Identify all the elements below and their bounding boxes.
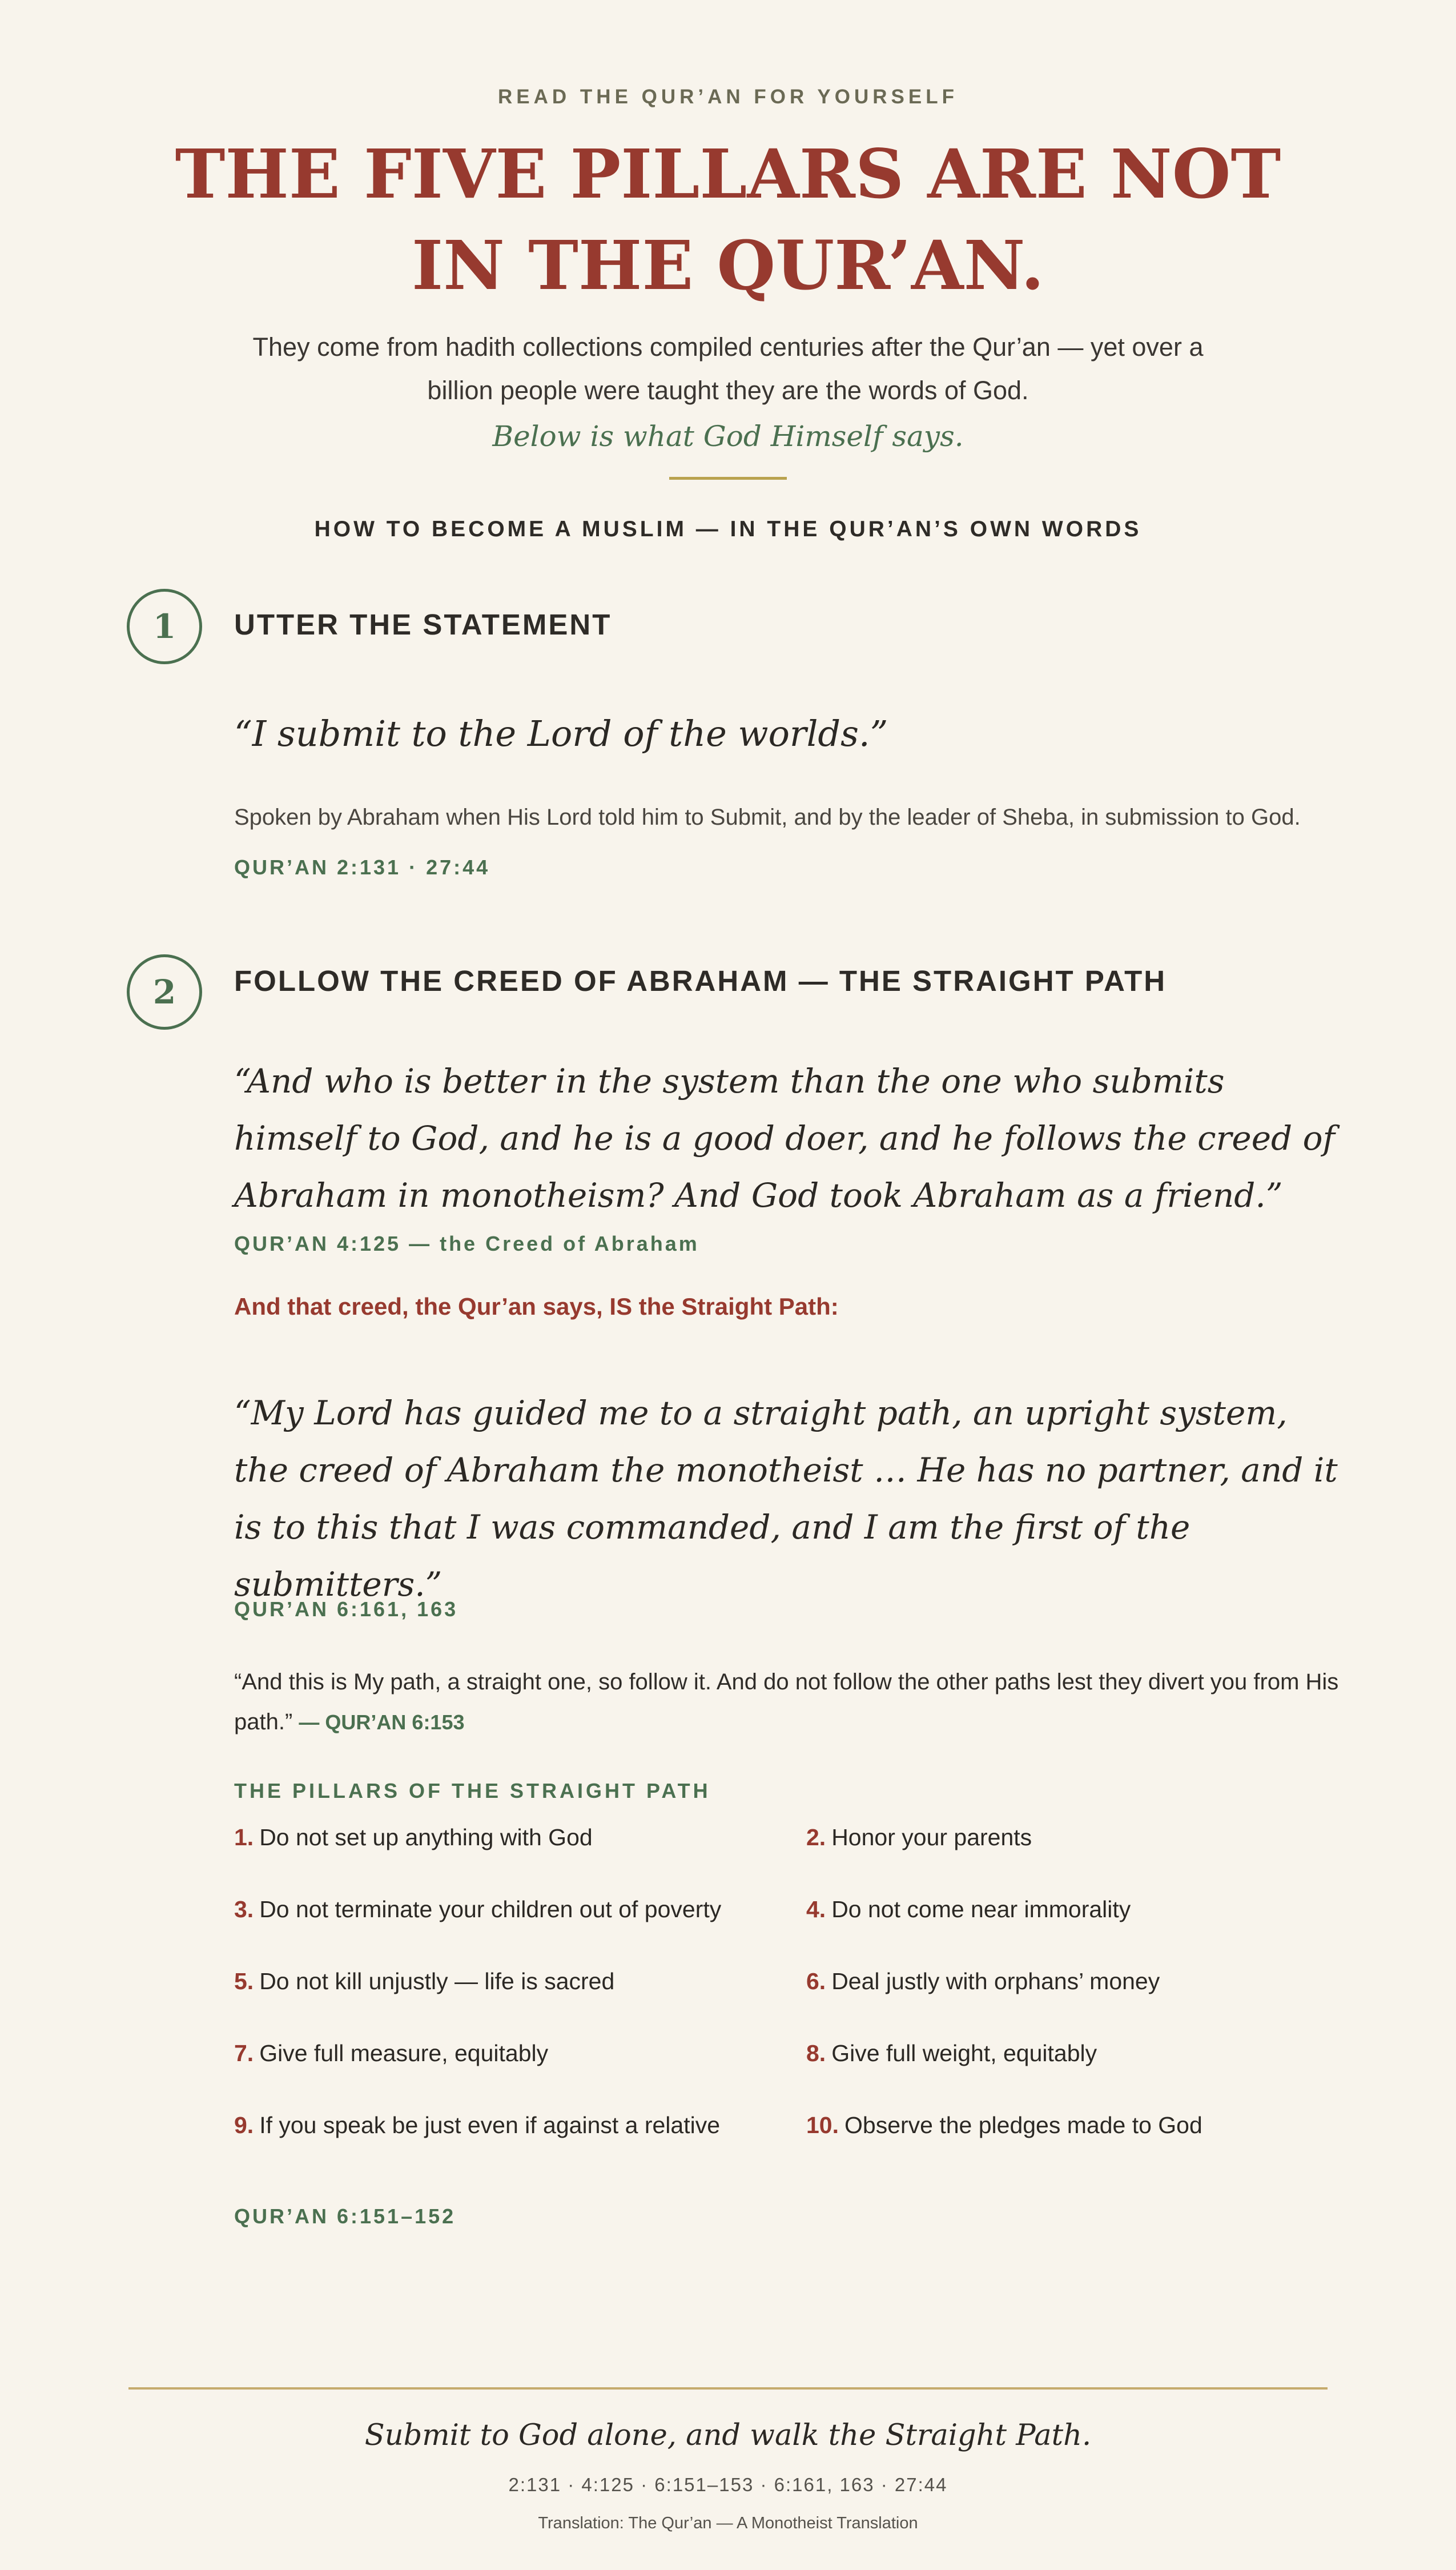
pillar-number: 3. [234, 1896, 254, 1922]
pillar-item [806, 1896, 1131, 1923]
headline-line-2: IN THE QUR’AN. [411, 226, 1045, 305]
path-note-text: “And this is My path, a straight one, so follow it. And do not follow the other paths lest they divert you from His path.” [234, 1669, 1339, 1734]
pillar-item [806, 2112, 1202, 2139]
pillar-number: 6. [806, 1968, 826, 1994]
pillar-text: Do not come near immorality [831, 1896, 1131, 1922]
pillar-number: 2. [806, 1824, 826, 1850]
pillars-reference: QUR’AN 6:151–152 [234, 2204, 456, 2228]
pillar-text: Honor your parents [831, 1824, 1032, 1850]
pillar-item [234, 1968, 614, 1995]
step-2-badge: 2 [127, 954, 202, 1030]
pillar-text: Give full measure, equitably [259, 2040, 549, 2066]
pillars-title: THE PILLARS OF THE STRAIGHT PATH [234, 1779, 711, 1802]
headline-line-1: THE FIVE PILLARS ARE NOT [175, 134, 1281, 214]
pillar-text: Deal justly with orphans’ money [831, 1968, 1160, 1994]
pillar-item [806, 1824, 1032, 1851]
footer-credit: Translation: The Qur’an — A Monotheist Translation [538, 2514, 918, 2532]
step-2-quote: “And who is better in the system than the one who submits himself to God, and he is a good doer, and he follows the creed of Abraham in monotheism? And God took Abraham as a friend.” [234, 1062, 1335, 1215]
section-heading: HOW TO BECOME A MUSLIM — IN THE QUR’AN’S OWN WORDS [314, 517, 1142, 541]
kicker: READ THE QUR’AN FOR YOURSELF [498, 86, 958, 108]
pillar-item [234, 2112, 720, 2139]
pillar-text: Do not terminate your children out of poverty [259, 1896, 722, 1922]
pillar-text: Give full weight, equitably [831, 2040, 1097, 2066]
step-1-reference: QUR’AN 2:131 · 27:44 [234, 856, 490, 879]
pillar-item [234, 1824, 593, 1851]
tagline: Below is what God Himself says. [492, 420, 964, 453]
pillar-number: 7. [234, 2040, 254, 2066]
pillar-number: 9. [234, 2112, 254, 2138]
step-2-reference: QUR’AN 4:125 — the Creed of Abraham [234, 1232, 699, 1255]
subtitle: They come from hadith collections compiled centuries after the Qur’an — yet over a billion people were taught they are the words of God. [252, 332, 1204, 405]
pillar-item [234, 2040, 548, 2067]
pillar-text: Do not set up anything with God [259, 1824, 593, 1850]
straight-path-reference: QUR’AN 6:161, 163 [234, 1597, 458, 1621]
pillar-number: 4. [806, 1896, 826, 1922]
footer-references: 2:131 · 4:125 · 6:151–153 · 6:161, 163 · 27:44 [508, 2474, 948, 2495]
pillar-number: 8. [806, 2040, 826, 2066]
path-note-reference: — QUR’AN 6:153 [299, 1710, 465, 1734]
pillar-text: Observe the pledges made to God [844, 2112, 1202, 2138]
pillar-number: 5. [234, 1968, 254, 1994]
straight-path-bridge: And that creed, the Qur’an says, IS the Straight Path: [234, 1293, 839, 1320]
pillar-number: 1. [234, 1824, 254, 1850]
pillar-item [806, 1968, 1160, 1995]
path-note [234, 1662, 1348, 1742]
step-2-title: FOLLOW THE CREED OF ABRAHAM — THE STRAIGHT PATH [234, 965, 1167, 997]
step-1-note: Spoken by Abraham when His Lord told him to Submit, and by the leader of Sheba, in submission to God. [234, 805, 1301, 830]
footer-divider [128, 2387, 1328, 2390]
pillar-item [806, 2040, 1097, 2067]
pillar-number: 10. [806, 2112, 839, 2138]
pillar-item [234, 1896, 721, 1923]
divider [669, 477, 787, 480]
pillar-text: If you speak be just even if against a relative [259, 2112, 721, 2138]
straight-path-quote: “My Lord has guided me to a straight path, an upright system, the creed of Abraham the monotheist … He has no partner, and it is to this that I was commanded, and I am the first of the submitters.” [234, 1394, 1338, 1604]
footer-tagline: Submit to God alone, and walk the Straight Path. [364, 2419, 1092, 2452]
step-1-title: UTTER THE STATEMENT [234, 608, 612, 641]
pillar-text: Do not kill unjustly — life is sacred [259, 1968, 615, 1994]
headline [0, 128, 1456, 311]
step-1-badge: 1 [127, 589, 202, 664]
step-1-quote: “I submit to the Lord of the worlds.” [234, 713, 888, 754]
